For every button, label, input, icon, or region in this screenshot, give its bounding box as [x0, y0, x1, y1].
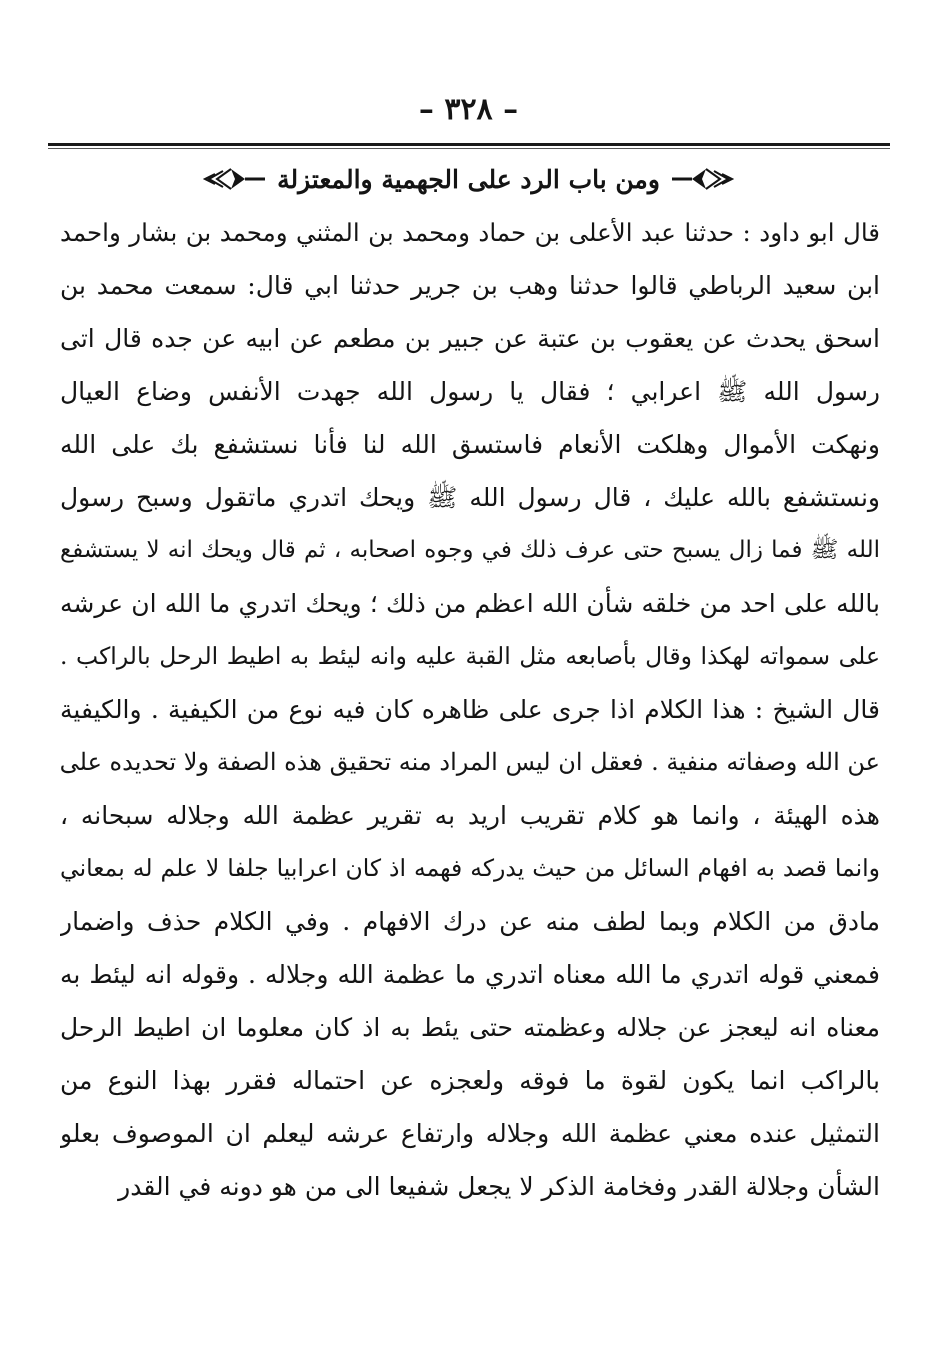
text-line: فمعني قوله اتدري ما الله معناه اتدري ما عظمة الله وجلاله . وقوله انه ليئط به	[60, 960, 880, 989]
text-line: بالراكب انما يكون لقوة ما فوقه ولعجزه عن احتماله فقرر بهذا النوع من	[60, 1066, 880, 1095]
text-line: الله ﷺ فما زال يسبح حتى عرف ذلك في وجوه اصحابه ، ثم قال ويحك انه لا يستشفع	[60, 537, 880, 563]
text-line: قال الشيخ : هذا الكلام اذا جرى على ظاهره كان فيه نوع من الكيفية . والكيفية	[60, 695, 880, 724]
page-number: – ٣٢٨ –	[418, 92, 519, 127]
text-line: بالله على احد من خلقه شأن الله اعظم من ذلك ؛ ويحك اتدري ما الله ان عرشه	[60, 589, 880, 618]
text-line: مادق من الكلام وبما لطف منه عن درك الافهام . وفي الكلام حذف واضمار	[60, 907, 880, 936]
header-rule-thin	[48, 148, 890, 149]
text-line: عن الله وصفاته منفية . فعقل ان ليس المراد منه تحقيق هذه الصفة ولا تحديده على	[60, 748, 880, 776]
text-line: ابن سعيد الرباطي قالوا حدثنا وهب بن جرير حدثنا ابي قال: سمعت محمد بن	[60, 271, 880, 300]
section-heading-text: ومن باب الرد على الجهمية والمعتزلة	[277, 164, 660, 194]
text-line: اسحق يحدث عن يعقوب بن عتبة عن جبير بن مطعم عن ابيه عن جده قال اتى	[60, 324, 880, 353]
text-line: معناه انه ليعجز عن جلاله وعظمته حتى يئط به اذ كان معلوما ان اطيط الرحل	[60, 1013, 880, 1042]
text-line: وانما قصد به افهام السائل من حيث يدركه فهمه اذ كان اعرابيا جلفا لا علم له بمعاني	[60, 854, 880, 882]
text-line: الشأن وجلالة القدر وفخامة الذكر لا يجعل شفيعا الى من هو دونه في القدر	[118, 1172, 880, 1201]
text-line: قال ابو داود : حدثنا عبد الأعلى بن حماد ومحمد بن المثني ومحمد بن بشار واحمد	[60, 218, 880, 247]
body-text	[60, 206, 880, 1213]
text-line: هذه الهيئة ، وانما هو كلام تقريب اريد به تقرير عظمة الله وجلاله سبحانه ،	[60, 801, 880, 830]
text-line: رسول الله ﷺ اعرابي ؛ فقال يا رسول الله جهدت الأنفس وضاع العيال	[60, 377, 880, 406]
text-line: ونستشفع بالله عليك ، قال رسول الله ﷺ ويحك اتدري ماتقول وسبح رسول	[60, 483, 880, 512]
text-line: ونهكت الأموال وهلكت الأنعام فاستسق الله لنا فأنا نستشفع بك على الله	[60, 430, 880, 459]
section-heading	[0, 155, 937, 203]
heading-ornament-right-icon	[670, 166, 734, 192]
header-rule	[48, 143, 890, 146]
heading-ornament-left-icon	[203, 166, 267, 192]
text-line: التمثيل عنده معني عظمة الله وجلاله وارتفاع عرشه ليعلم ان الموصوف بعلو	[60, 1119, 880, 1148]
text-line: على سمواته لهكذا وقال بأصابعه مثل القبة عليه وانه ليئط به اطيط الرحل بالراكب .	[60, 642, 880, 670]
